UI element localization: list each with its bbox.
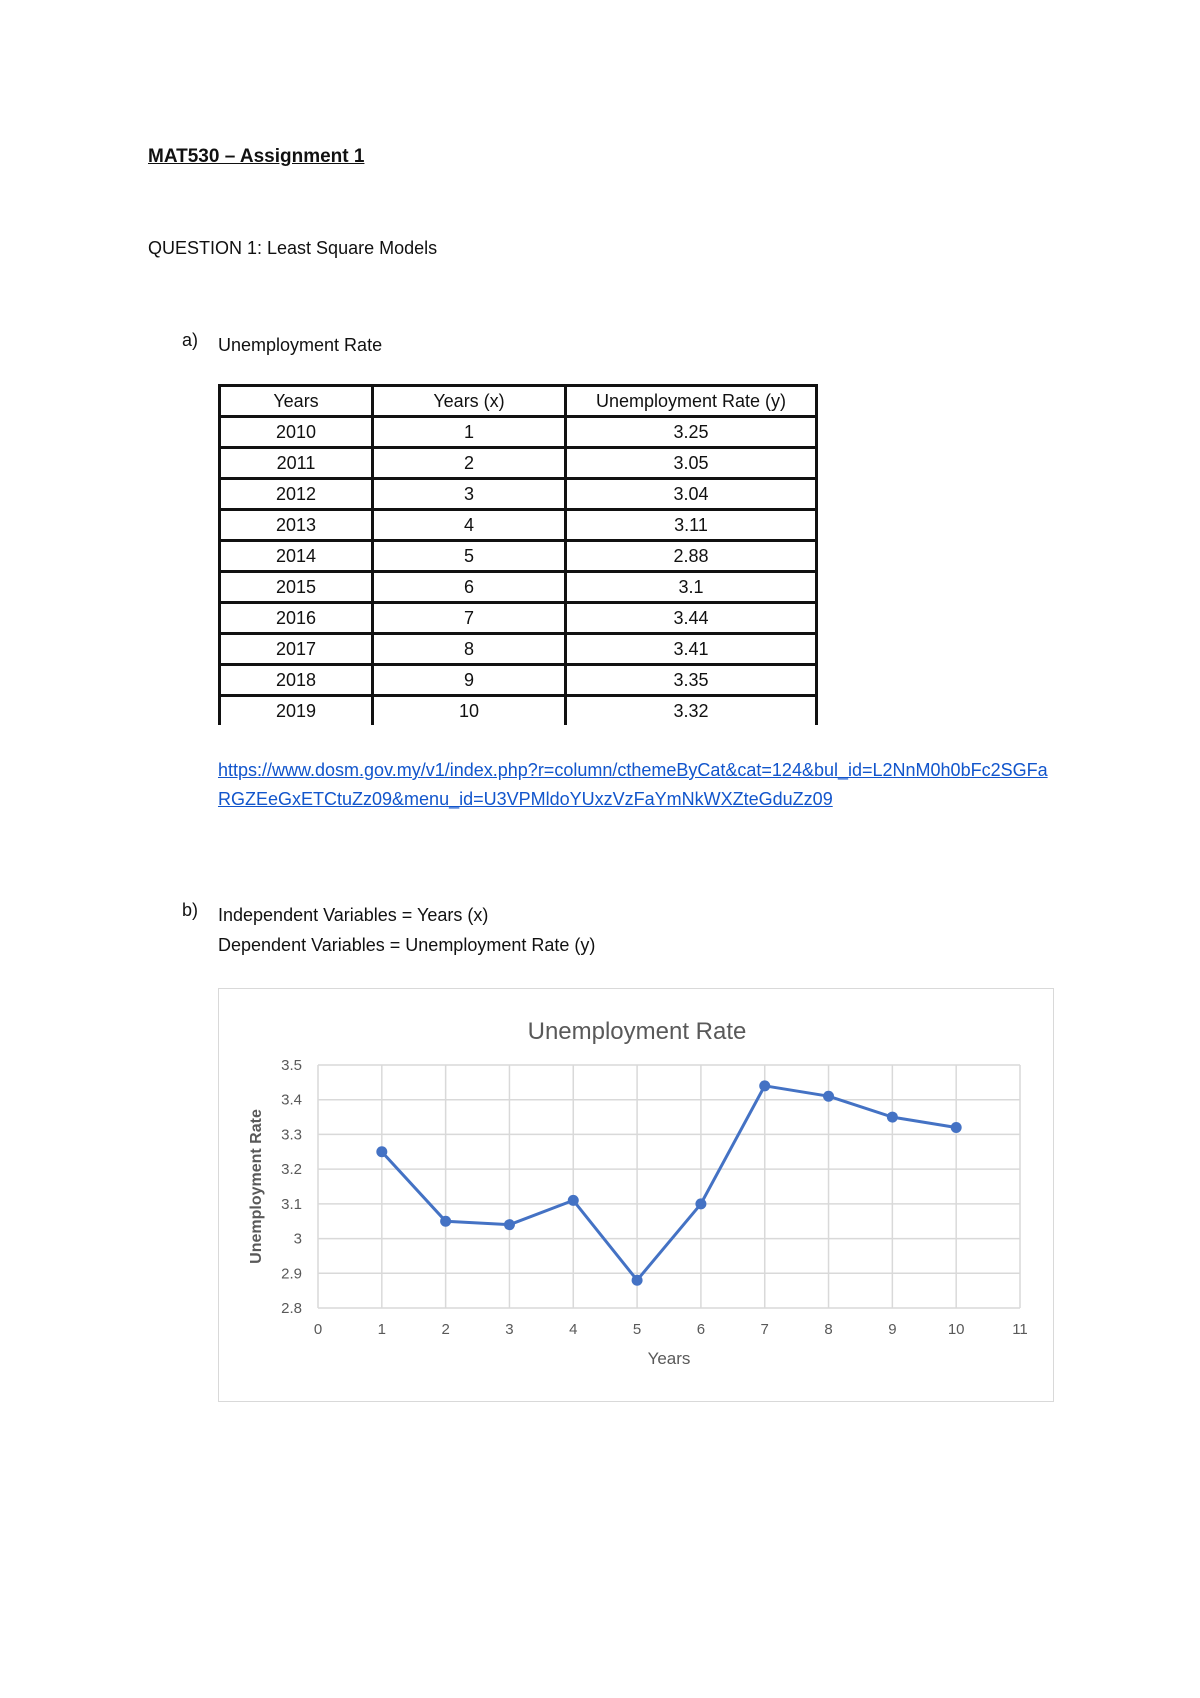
y-tick-label: 3.3 (281, 1126, 302, 1144)
y-axis-title: Unemployment Rate (248, 1109, 265, 1264)
part-a (182, 330, 382, 360)
table-cell-rate: 3.11 (566, 510, 817, 541)
table-row (220, 417, 817, 448)
table-row (220, 572, 817, 603)
table-row (220, 603, 817, 634)
source-link[interactable]: https://www.dosm.gov.my/v1/index.php?r=column/cthemeByCat&cat=124&bul_id=L2NnM0h0bFc2SGFaRGZEeGxETCtuZz09&menu_id=U3VPMldoYUxzVzFaYmNkWXZteGduZz09 (218, 760, 1048, 809)
table-cell-year: 2011 (220, 448, 373, 479)
data-point (504, 1219, 515, 1230)
table-row (220, 541, 817, 572)
data-point (376, 1146, 387, 1157)
table-cell-x: 3 (373, 479, 566, 510)
question-heading: QUESTION 1: Least Square Models (148, 238, 438, 258)
part-b-marker: b) (182, 900, 199, 920)
table-header-rate-y: Unemployment Rate (y) (566, 386, 817, 417)
table-row (220, 696, 817, 726)
data-point (823, 1091, 834, 1102)
part-a-marker: a) (182, 330, 199, 350)
unemployment-table (218, 384, 818, 725)
x-tick-label: 10 (947, 1321, 965, 1338)
x-tick-label: 2 (441, 1321, 450, 1338)
x-axis-title: Years (647, 1349, 691, 1368)
table-cell-rate: 3.1 (566, 572, 817, 603)
data-point (887, 1112, 898, 1123)
independent-variable-text: Independent Variables = Years (x) (218, 905, 489, 925)
table-cell-rate: 3.25 (566, 417, 817, 448)
table-cell-rate: 3.05 (566, 448, 817, 479)
data-point (568, 1195, 579, 1206)
dependent-variable-text: Dependent Variables = Unemployment Rate (y) (218, 935, 596, 955)
x-tick-label: 3 (505, 1321, 514, 1338)
y-tick-label: 3.1 (281, 1195, 302, 1213)
x-tick-label: 6 (696, 1321, 706, 1338)
x-tick-label: 7 (760, 1321, 769, 1338)
table-cell-year: 2019 (220, 696, 373, 726)
table-cell-year: 2014 (220, 541, 373, 572)
chart-svg (219, 989, 1055, 1403)
table-cell-x: 5 (373, 541, 566, 572)
table-cell-x: 8 (373, 634, 566, 665)
y-tick-label: 3.2 (281, 1161, 302, 1179)
table-cell-x: 9 (373, 665, 566, 696)
data-point (759, 1080, 770, 1091)
y-tick-label: 3.5 (281, 1057, 302, 1074)
table-cell-rate: 2.88 (566, 541, 817, 572)
table-row (220, 665, 817, 696)
x-tick-label: 1 (377, 1321, 386, 1338)
table-cell-x: 10 (373, 696, 566, 726)
data-point (695, 1198, 706, 1209)
y-tick-label: 2.9 (281, 1265, 302, 1283)
data-point (632, 1275, 643, 1286)
y-tick-label: 3 (293, 1230, 302, 1248)
table-header-row (220, 386, 817, 417)
table-cell-year: 2017 (220, 634, 373, 665)
part-a-label: Unemployment Rate (218, 335, 383, 355)
table-cell-x: 6 (373, 572, 566, 603)
table-cell-rate: 3.44 (566, 603, 817, 634)
table-cell-rate: 3.04 (566, 479, 817, 510)
table-cell-rate: 3.35 (566, 665, 817, 696)
table-row (220, 634, 817, 665)
unemployment-chart (218, 988, 1054, 1402)
x-tick-label: 5 (632, 1321, 642, 1338)
table-header-years: Years (220, 386, 373, 417)
table-cell-rate: 3.32 (566, 696, 817, 726)
chart-title: Unemployment Rate (527, 1018, 747, 1045)
x-tick-label: 4 (569, 1321, 578, 1338)
x-tick-label: 11 (1012, 1321, 1028, 1338)
table-header-years-x: Years (x) (373, 386, 566, 417)
table-cell-year: 2015 (220, 572, 373, 603)
x-tick-label: 8 (824, 1321, 833, 1338)
table-cell-x: 7 (373, 603, 566, 634)
table-cell-rate: 3.41 (566, 634, 817, 665)
table-cell-year: 2013 (220, 510, 373, 541)
x-tick-label: 0 (313, 1321, 323, 1338)
series-line (382, 1086, 956, 1280)
table-cell-year: 2018 (220, 665, 373, 696)
table-cell-year: 2010 (220, 417, 373, 448)
table-row (220, 448, 817, 479)
part-b (182, 900, 595, 960)
table-cell-x: 2 (373, 448, 566, 479)
document-title: MAT530 – Assignment 1 (148, 146, 365, 167)
x-tick-label: 9 (888, 1321, 897, 1338)
table-cell-year: 2012 (220, 479, 373, 510)
y-tick-label: 3.4 (281, 1091, 302, 1109)
table-cell-x: 4 (373, 510, 566, 541)
data-point (951, 1122, 962, 1133)
table-cell-x: 1 (373, 417, 566, 448)
data-point (440, 1216, 451, 1227)
table-row (220, 510, 817, 541)
table-row (220, 479, 817, 510)
table-cell-year: 2016 (220, 603, 373, 634)
y-tick-label: 2.8 (281, 1300, 302, 1317)
